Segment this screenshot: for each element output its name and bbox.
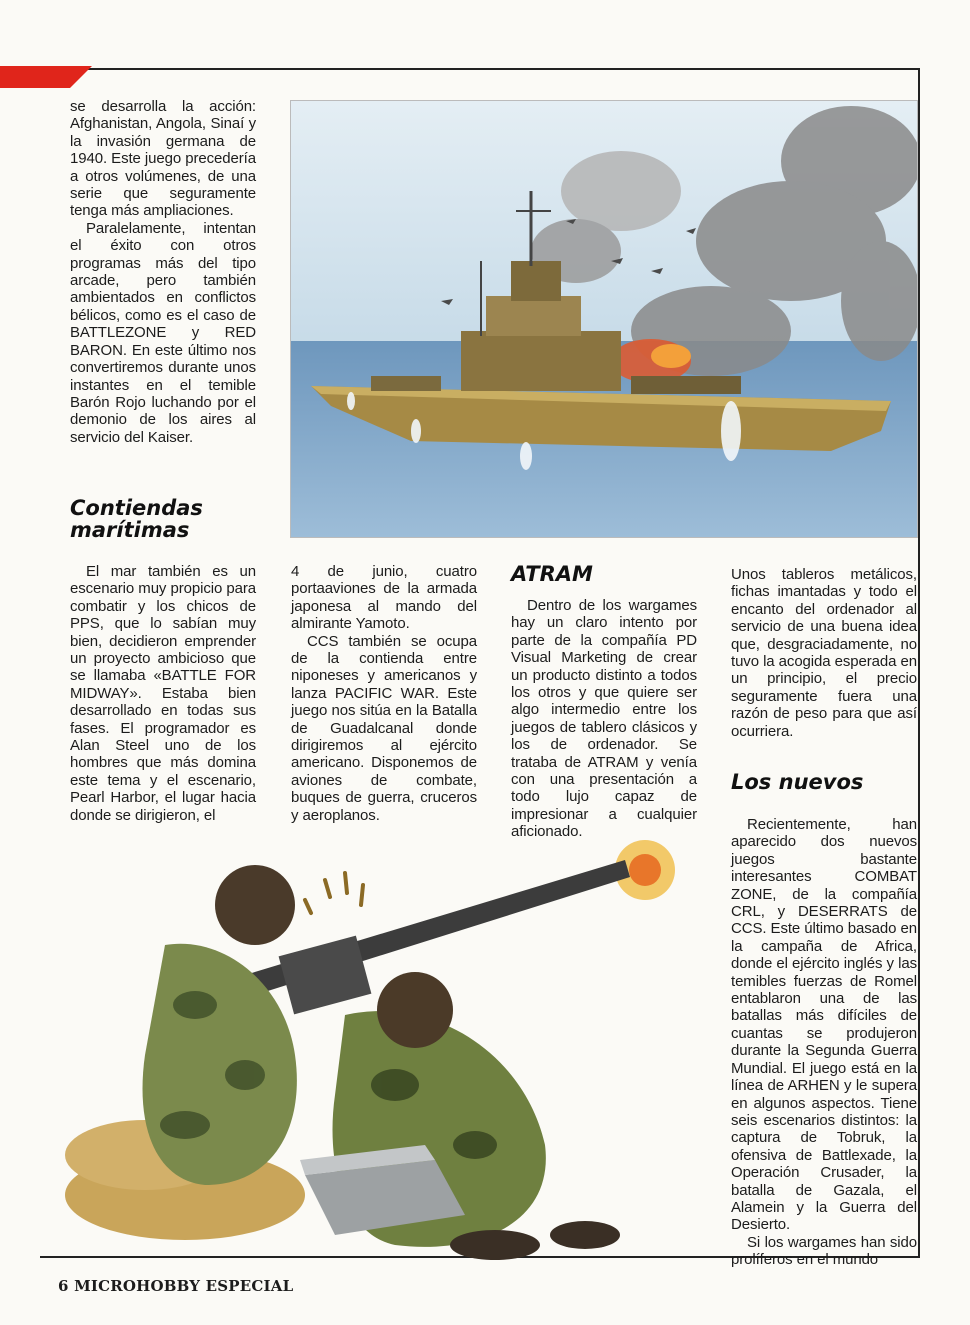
soldiers-machine-gun-illustration <box>55 825 725 1265</box>
column-4-bottom-text <box>731 816 917 1269</box>
page-number: 6 <box>58 1277 69 1295</box>
column-2-text <box>291 563 477 824</box>
paragraph: Unos tableros metálicos, fichas imantadas y todo el encanto del ordenador al servicio de una buena idea que, desgraciadamente, no tuvo la acogida esperada en un principio, el precio seguramente fuera una razón de peso para que así ocurriera. <box>731 566 917 740</box>
frame-right-rule <box>918 68 920 1258</box>
paragraph: CCS también se ocupa de la contienda entre niponeses y americanos y lanza PACIFIC WAR. Este juego nos sitúa en la Batalla de Guadalcanal donde dirigiremos al ejército americano. Disponemos de aviones de combate, buques de guerra, cruceros y aeroplanos. <box>291 632 477 824</box>
paragraph: Si los wargames han sido prolíferos en el mundo <box>731 1233 917 1269</box>
paragraph: 4 de junio, cuatro portaaviones de la armada japonesa al mando del almirante Yamoto. <box>291 563 477 633</box>
column-1-bottom-text <box>70 563 256 824</box>
paragraph: se desarrolla la acción: Afghanistan, Angola, Sinaí y la invasión germana de 1940. Este juego precedería a otros volúmenes, de una serie que seguramente tenga más ampliaciones. <box>70 98 256 220</box>
battleship-illustration <box>290 100 918 538</box>
heading-contiendas-maritimas: Contiendas marítimas <box>70 496 203 542</box>
column-3-text <box>511 597 697 841</box>
paragraph: El mar también es un escenario muy propicio para combatir y los chicos de PPS, que lo sabían muy bien, decidieron emprender un proyecto ambicioso que se llamaba «BATTLE FOR MIDWAY». Estaba bien desarrollado en todas sus fases. El programador es Alan Steel uno de los hombres que más domina este tema y el escenario, Pearl Harbor, el lugar hacia donde se dirigieron, el <box>70 563 256 824</box>
column-1-top-text <box>70 98 256 446</box>
paragraph: Recientemente, han aparecido dos nuevos juegos bastante interesantes COMBAT ZONE, de la compañía CRL, y DESERRATS de CCS. Este último basado en la campaña de Africa, donde el ejército inglés y las temibles fuerzas de Romel entablaron una de las batallas más difíciles de cuantas se produjeron durante la Segunda Guerra Mundial. El juego está en la línea de ARHEN y le supera en algunos aspectos. Tiene seis escenarios distintos: la captura de Tobruk, la ofensiva de Battlexade, la Operación Crusader, la batalla de Gazala, el Alamein y la Guerra del Desierto. <box>731 816 917 1234</box>
column-4-top-text <box>731 566 917 740</box>
red-corner-tab <box>0 66 92 88</box>
page-footer <box>58 1277 293 1295</box>
paragraph: Paralelamente, intentan el éxito con otros programas más del tipo arcade, pero también ambientados en conflictos bélicos, como es el caso de BATTLEZONE y RED BARON. En este último nos convertiremos durante unos instantes en el temible Barón Rojo luchando por el demonio de los aires al servicio del Kaiser. <box>70 219 256 446</box>
frame-top-rule <box>0 68 920 70</box>
paragraph: Dentro de los wargames hay un claro intento por parte de la compañía PD Visual Marketing de crear un producto distinto a todos los otros y que quiere ser algo intermedio entre los juegos de tablero clásicos y los de ordenador. Se trataba de ATRAM y venía con una presentación a todo lujo capaz de impresionar a cualquier aficionado. <box>511 597 697 841</box>
heading-los-nuevos: Los nuevos <box>731 770 864 794</box>
heading-atram: ATRAM <box>511 562 593 586</box>
magazine-name: MICROHOBBY ESPECIAL <box>74 1277 294 1295</box>
